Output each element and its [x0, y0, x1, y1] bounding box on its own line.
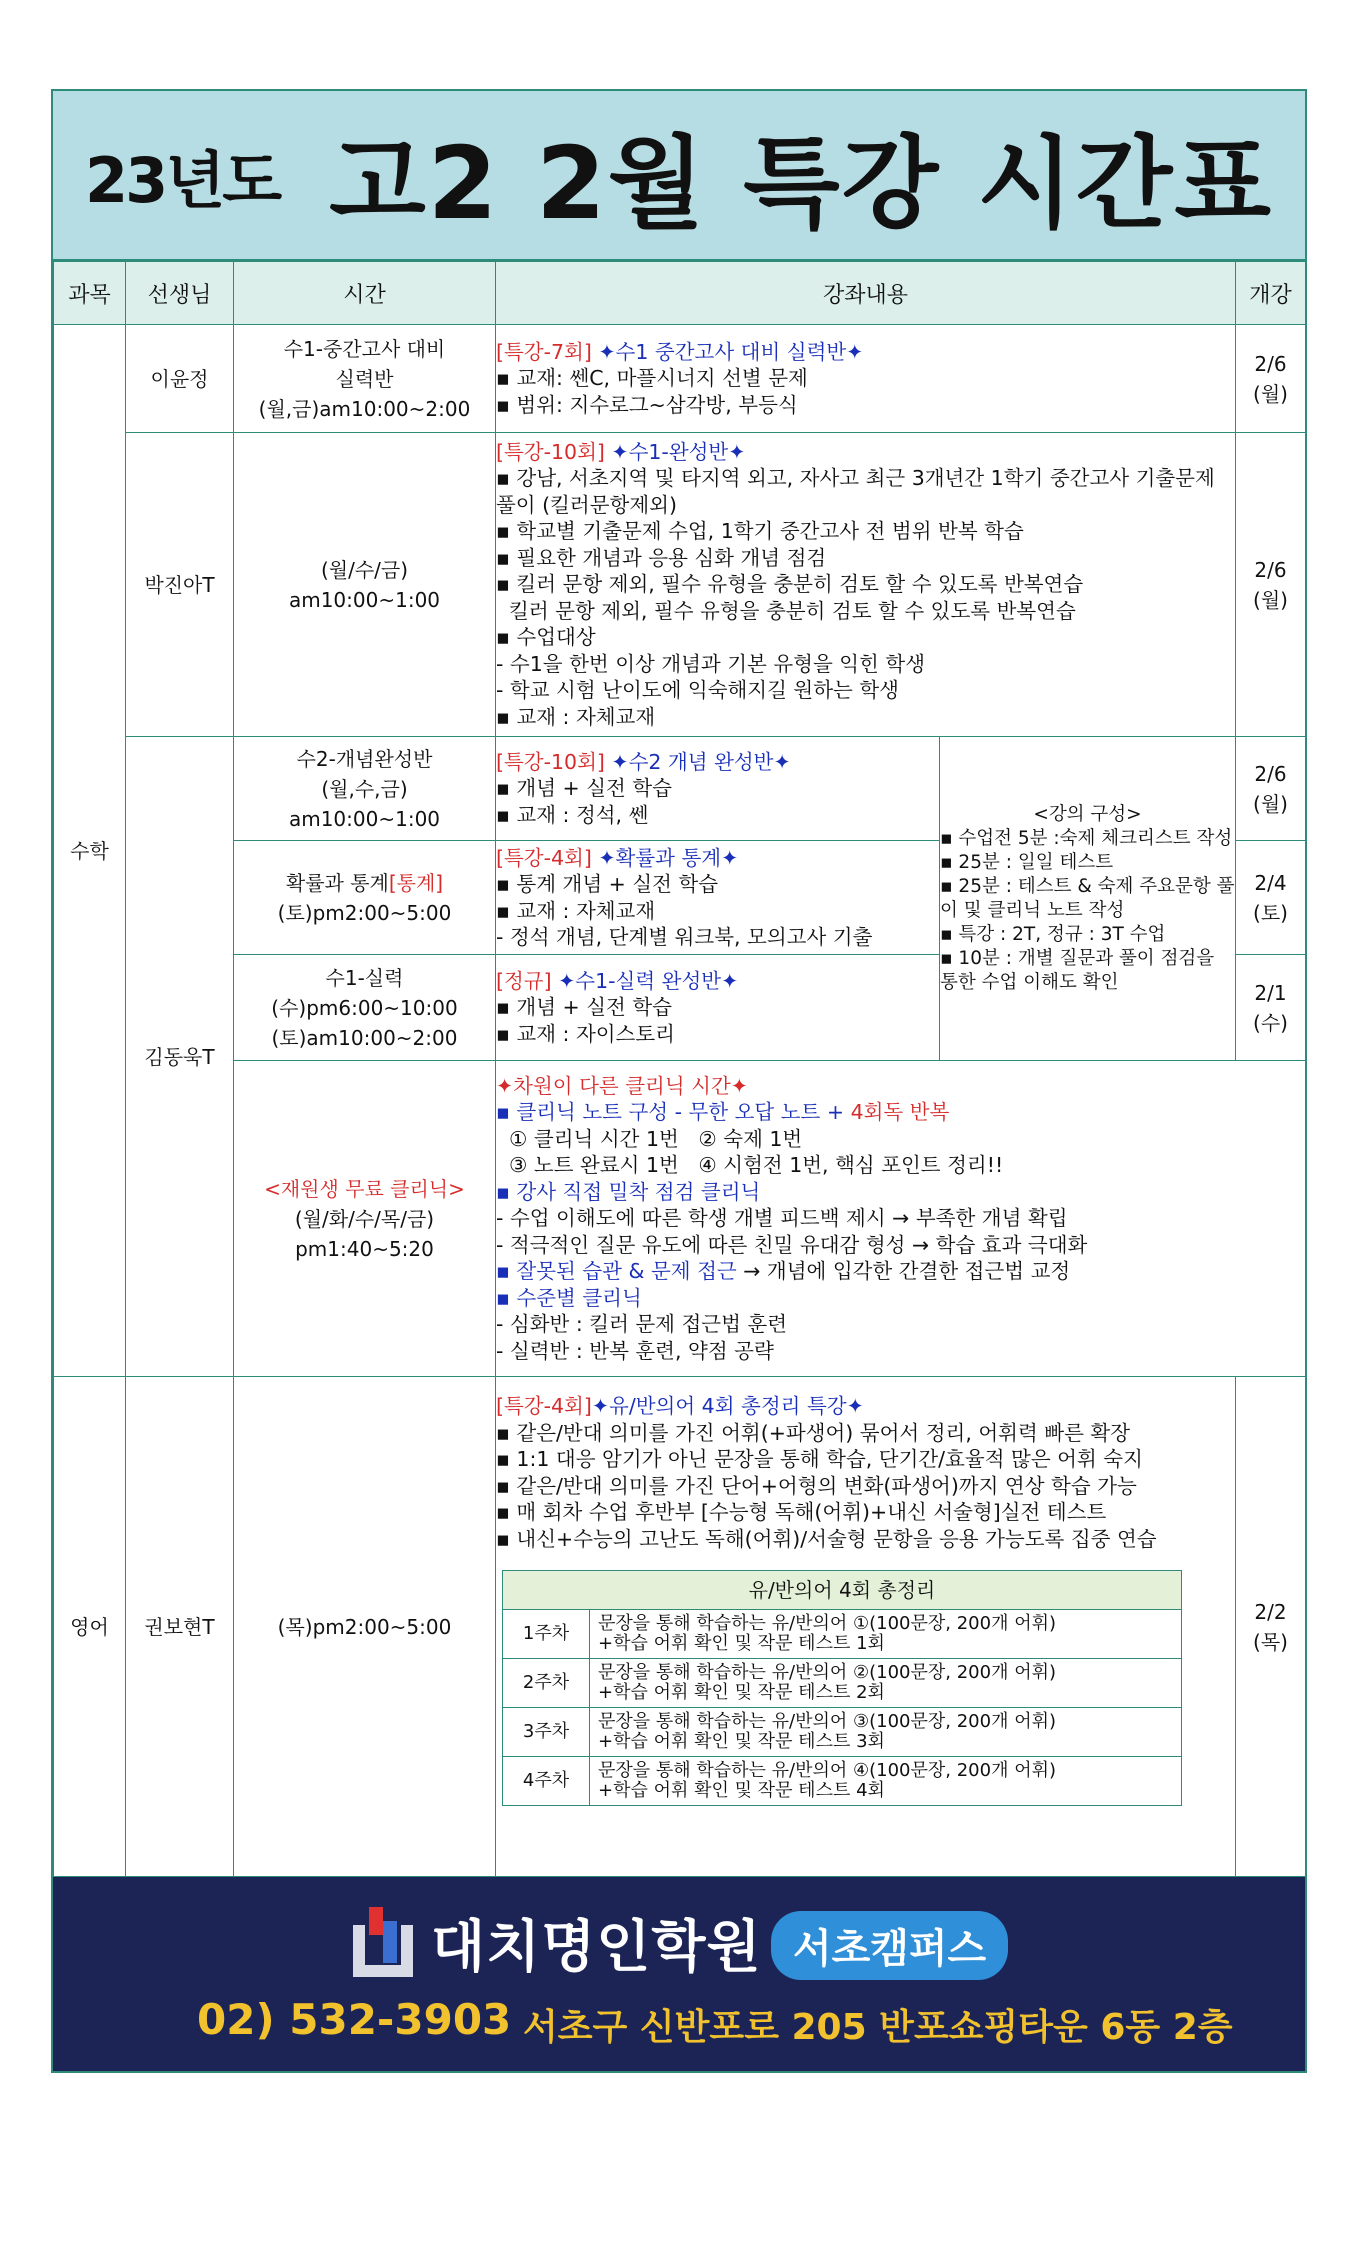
time-line: am10:00~1:00: [288, 806, 441, 831]
schedule-table: [53, 261, 1306, 1877]
clinic-title: <재원생 무료 클리닉>: [264, 1176, 465, 1201]
course-title: ✦수1 중간고사 대비 실력반✦: [591, 339, 864, 364]
course-title: ✦유/반의어 4회 총정리 특강✦: [591, 1394, 864, 1418]
start-day: (월): [1253, 587, 1288, 612]
header-start: 개강: [1236, 262, 1306, 325]
time-line: 확률과 통계: [285, 870, 389, 895]
time-line: (월,금)am10:00~2:00: [258, 396, 471, 421]
timetable-sheet: [51, 89, 1307, 2073]
course-tag: [정규]: [496, 968, 552, 993]
clinic-heading: ✦차원이 다른 클리닉 시간✦: [496, 1073, 748, 1098]
time-line: (월/화/수/목/금): [294, 1206, 435, 1231]
teacher-park: 박진아T: [126, 433, 234, 737]
weekly-plan-table: [502, 1570, 1182, 1806]
week-line: +학습 어휘 확인 및 작문 테스트 4회: [598, 1780, 885, 1801]
time-line: 실력반: [335, 366, 394, 391]
start-lee: [1236, 325, 1306, 433]
week-label: 1주차: [503, 1610, 590, 1659]
start-park: [1236, 433, 1306, 737]
start-kwon: [1236, 1377, 1306, 1877]
time-line: 수1-실력: [325, 965, 404, 990]
content-line: ▪ 같은/반대 의미를 가진 어휘(+파생어) 묶어서 정리, 어휘력 빠른 확장: [496, 1420, 1131, 1445]
course-tag: [특강-10회]: [496, 439, 605, 464]
time-clinic: [234, 1061, 496, 1377]
time-park: [234, 433, 496, 737]
header-subject: 과목: [54, 262, 126, 325]
time-line: (수)pm6:00~10:00: [271, 995, 458, 1020]
week-line: 문장을 통해 학습하는 유/반의어 ④(100문장, 200개 어휘): [598, 1760, 1056, 1781]
content-line: ▪ 교재 : 자체교재: [496, 898, 656, 923]
content-line: ① 클리닉 시간 1번 ② 숙제 1번: [496, 1126, 803, 1151]
table-row: [503, 1659, 1182, 1708]
content-line: ▪ 매 회차 수업 후반부 [수능형 독해(어휘)+내신 서술형]실전 테스트: [496, 1500, 1107, 1524]
subject-math: 수학: [54, 325, 126, 1377]
content-line: → 개념에 입각한 간결한 접근법 교정: [736, 1259, 1071, 1284]
table-row: [54, 325, 1306, 433]
content-line: - 수업 이해도에 따른 학생 개별 피드백 제시 → 부족한 개념 확립: [496, 1206, 1068, 1231]
course-tag: [특강-10회]: [496, 749, 605, 774]
page-title: [53, 91, 1305, 261]
course-tag: [특강-7회]: [496, 339, 592, 364]
week-line: +학습 어휘 확인 및 작문 테스트 2회: [598, 1682, 885, 1703]
content-kim2: [496, 841, 940, 955]
side-line: ▪ 10분 : 개별 질문과 풀이 점검을 통한 수업 이해도 확인: [940, 947, 1215, 993]
content-line: ▪ 잘못된 습관 & 문제 접근: [496, 1259, 737, 1284]
weekly-plan-title: 유/반의어 4회 총정리: [503, 1571, 1182, 1610]
table-row: [54, 1061, 1306, 1377]
content-line: ▪ 강남, 서초지역 및 타지역 외고, 자사고 최근 3개년간 1학기 중간고사 기출문제 풀이 (킬러문항제외): [496, 466, 1215, 517]
campus-badge: 서초캠퍼스: [771, 1911, 1008, 1980]
content-line: - 정석 개념, 단계별 워크북, 모의고사 기출: [496, 925, 873, 949]
title-year: 23년도: [85, 143, 280, 217]
start-date: 2/2: [1254, 1599, 1287, 1624]
content-line: ▪ 교재: 쎈C, 마플시너지 선별 문제: [496, 366, 808, 391]
course-title: ✦수1-완성반✦: [604, 439, 746, 464]
time-line: 수1-중간고사 대비: [283, 336, 446, 361]
content-line: ▪ 같은/반대 의미를 가진 단어+어형의 변화(파생어)까지 연상 학습 가능: [496, 1473, 1137, 1498]
start-kim2: [1236, 841, 1306, 955]
content-kwon: [496, 1377, 1236, 1877]
content-line: ▪ 학교별 기출문제 수업, 1학기 중간고사 전 범위 반복 학습: [496, 519, 1024, 544]
content-line: 킬러 문항 제외, 필수 유형을 충분히 검토 할 수 있도록 반복연습: [496, 598, 1076, 623]
side-heading: <강의 구성>: [1033, 803, 1142, 825]
content-lee: [496, 325, 1236, 433]
content-line: ▪ 교재 : 자체교재: [496, 704, 656, 729]
content-line: - 심화반 : 킬러 문제 접근법 훈련: [496, 1312, 788, 1337]
start-day: (월): [1253, 791, 1288, 816]
content-line: ▪ 교재 : 자이스토리: [496, 1021, 675, 1046]
content-park: [496, 433, 1236, 737]
start-day: (수): [1253, 1010, 1288, 1035]
content-kim3: [496, 955, 940, 1061]
content-line: ▪ 통계 개념 + 실전 학습: [496, 872, 719, 896]
time-line: (월,수,금): [321, 776, 408, 801]
course-title: ✦수2 개념 완성반✦: [604, 749, 791, 774]
teacher-kwon: 권보현T: [126, 1377, 234, 1877]
course-title: ✦확률과 통계✦: [591, 845, 739, 870]
start-day: (토): [1253, 900, 1288, 925]
teacher-lee: 이윤정: [126, 325, 234, 433]
week-line: +학습 어휘 확인 및 작문 테스트 1회: [598, 1633, 885, 1654]
header-teacher: 선생님: [126, 262, 234, 325]
start-date: 2/6: [1254, 557, 1287, 582]
start-day: (목): [1253, 1629, 1288, 1654]
academy-name: 대치명인학원: [431, 1915, 762, 1980]
content-line: - 수1을 한번 이상 개념과 기본 유형을 익힌 학생: [496, 651, 926, 676]
week-desc: [590, 1659, 1182, 1708]
content-line: - 적극적인 질문 유도에 따른 친밀 유대감 형성 → 학습 효과 극대화: [496, 1232, 1088, 1257]
time-kim1: [234, 737, 496, 841]
footer-banner: [53, 1877, 1305, 2071]
content-line: ▪ 개념 + 실전 학습: [496, 995, 672, 1020]
content-clinic: [496, 1061, 1306, 1377]
table-row: [54, 737, 1306, 841]
content-line: - 실력반 : 반복 훈련, 약점 공략: [496, 1338, 774, 1363]
time-line: (토)am10:00~2:00: [271, 1025, 458, 1050]
week-desc: [590, 1757, 1182, 1806]
side-line: ▪ 수업전 5분 :숙제 체크리스트 작성: [940, 827, 1233, 849]
subject-english: 영어: [54, 1377, 126, 1877]
content-line: ▪ 1:1 대응 암기가 아닌 문장을 통해 학습, 단기간/효율적 많은 어휘 숙지: [496, 1447, 1143, 1471]
lecture-structure: [940, 737, 1236, 1061]
week-line: 문장을 통해 학습하는 유/반의어 ①(100문장, 200개 어휘): [598, 1613, 1056, 1634]
course-tag: [특강-4회]: [496, 1394, 592, 1418]
time-lee: [234, 325, 496, 433]
content-line: ▪ 교재 : 정석, 쎈: [496, 802, 649, 827]
title-main: 고2 2월 특강 시간표: [329, 125, 1273, 242]
content-line: ▪ 킬러 문항 제외, 필수 유형을 충분히 검토 할 수 있도록 반복연습: [496, 572, 1084, 597]
content-line: ▪ 수업대상: [496, 625, 596, 650]
content-highlight: 4회독 반복: [850, 1100, 950, 1125]
course-tag: [특강-4회]: [496, 845, 592, 870]
week-desc: [590, 1708, 1182, 1757]
start-date: 2/1: [1254, 980, 1287, 1005]
header-content: 강좌내용: [496, 262, 1236, 325]
table-row: [503, 1757, 1182, 1806]
start-kim3: [1236, 955, 1306, 1061]
start-date: 2/6: [1254, 761, 1287, 786]
time-kwon: (목)pm2:00~5:00: [234, 1377, 496, 1877]
week-label: 4주차: [503, 1757, 590, 1806]
time-line: pm1:40~5:20: [295, 1236, 434, 1261]
week-line: +학습 어휘 확인 및 작문 테스트 3회: [598, 1731, 885, 1752]
content-kim1: [496, 737, 940, 841]
time-line: (토)pm2:00~5:00: [277, 900, 452, 925]
content-line: ▪ 강사 직접 밀착 점검 클리닉: [496, 1179, 761, 1204]
table-row: [54, 433, 1306, 737]
phone-number: 02) 532-3903: [197, 1995, 512, 2044]
time-kim3: [234, 955, 496, 1061]
table-row: [503, 1708, 1182, 1757]
table-row: [503, 1610, 1182, 1659]
week-desc: [590, 1610, 1182, 1659]
time-line: 수2-개념완성반: [296, 746, 433, 771]
table-header-row: [54, 262, 1306, 325]
week-line: 문장을 통해 학습하는 유/반의어 ②(100문장, 200개 어휘): [598, 1662, 1056, 1683]
content-line: ▪ 내신+수능의 고난도 독해(어휘)/서술형 문항을 응용 가능도록 집중 연습: [496, 1526, 1157, 1551]
teacher-kim: 김동욱T: [126, 737, 234, 1377]
content-line: ▪ 클리닉 노트 구성 - 무한 오답 노트 +: [496, 1100, 851, 1125]
academy-logo-icon: [353, 1907, 413, 1977]
start-kim1: [1236, 737, 1306, 841]
start-date: 2/6: [1254, 351, 1287, 376]
header-time: 시간: [234, 262, 496, 325]
content-line: ▪ 개념 + 실전 학습: [496, 776, 672, 801]
side-line: ▪ 25분 : 일일 테스트: [940, 851, 1114, 873]
content-line: ▪ 범위: 지수로그~삼각방, 부등식: [496, 392, 798, 417]
week-label: 3주차: [503, 1708, 590, 1757]
table-row: [54, 1377, 1306, 1877]
time-line: am10:00~1:00: [288, 587, 441, 612]
time-line: (월/수/금): [320, 557, 409, 582]
address: 서초구 신반포로 205 반포쇼핑타운 6동 2층: [523, 2007, 1233, 2048]
content-line: - 학교 시험 난이도에 익숙해지길 원하는 학생: [496, 678, 899, 703]
time-tag: [통계]: [388, 870, 444, 895]
content-line: ▪ 필요한 개념과 응용 심화 개념 점검: [496, 545, 827, 570]
start-date: 2/4: [1254, 870, 1287, 895]
week-label: 2주차: [503, 1659, 590, 1708]
time-kim2: [234, 841, 496, 955]
side-line: ▪ 25분 : 테스트 & 숙제 주요문항 풀이 및 클리닉 노트 작성: [940, 875, 1235, 921]
start-day: (월): [1253, 381, 1288, 406]
side-line: ▪ 특강 : 2T, 정규 : 3T 수업: [940, 923, 1166, 945]
content-line: ③ 노트 완료시 1번 ④ 시험전 1번, 핵심 포인트 정리!!: [496, 1153, 1004, 1178]
week-line: 문장을 통해 학습하는 유/반의어 ③(100문장, 200개 어휘): [598, 1711, 1056, 1732]
content-line: ▪ 수준별 클리닉: [496, 1285, 642, 1310]
course-title: ✦수1-실력 완성반✦: [551, 968, 739, 993]
